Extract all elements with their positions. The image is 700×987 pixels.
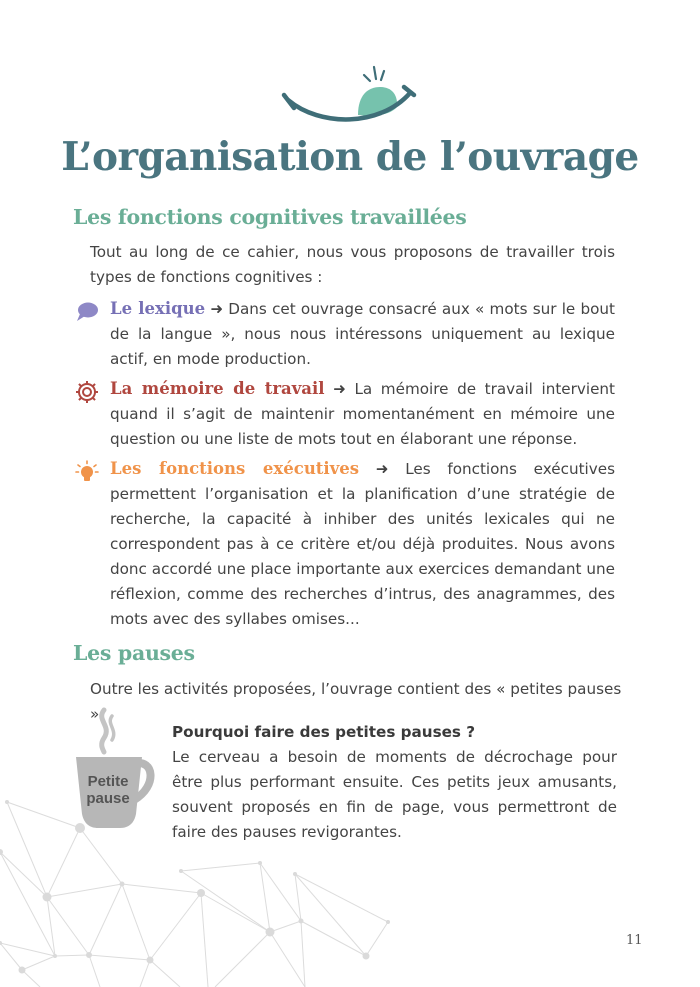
page-title: L’organisation de l’ouvrage xyxy=(61,134,639,180)
speech-bubble-icon xyxy=(75,300,99,324)
intro-paragraph: Tout au long de ce cahier, nous vous proposons de travailler trois types de fonctions cognitives : xyxy=(90,243,615,286)
arrow-icon: ➜ xyxy=(333,380,346,398)
pause-explanation xyxy=(172,720,617,845)
item-lexique-text xyxy=(110,296,615,372)
label-executives: Les fonctions exécutives xyxy=(110,459,360,478)
pause-body: Le cerveau a besoin de moments de décrochage pour être plus performant ensuite. Ces petits jeux amusants, souvent proposés en fin de page, vous permettront de faire des pauses revigorantes. xyxy=(172,748,617,841)
pauses-intro: Outre les activités proposées, l’ouvrage contient des « petites pauses ». xyxy=(90,680,622,723)
arrow-icon: ➜ xyxy=(210,300,224,318)
cup-label-line2: pause xyxy=(86,790,130,807)
section-heading-cognitive: Les fonctions cognitives travaillées xyxy=(73,205,467,229)
page-number: 11 xyxy=(626,933,643,948)
item-memoire-body: La mémoire de travail intervient quand il s’agit de maintenir momentanément en mémoire une question ou une liste de mots tout en élaborant une réponse. xyxy=(110,380,616,448)
section-heading-pauses: Les pauses xyxy=(73,641,195,665)
item-memoire-text xyxy=(110,376,615,452)
smile-logo-icon xyxy=(280,55,420,125)
arrow-icon: ➜ xyxy=(375,460,389,478)
gear-icon xyxy=(75,380,99,404)
pause-question: Pourquoi faire des petites pauses ? xyxy=(172,723,476,741)
item-executives-text xyxy=(110,456,615,632)
item-lexique-body: Dans cet ouvrage consacré aux « mots sur le bout de la langue », nous nous intéressons uniquement au lexique actif, en mode production. xyxy=(110,300,615,368)
item-executives-body: Les fonctions exécutives permettent l’organisation et la planification d’une stratégie de recherche, la capacité à inhiber des unités lexicales qui ne correspondent pas à ce critère et/ou déjà produites. Nous avons donc accordé une place importante aux exercices demandant une réflexion, comme des recherches d’intrus, des anagrammes, des mots avec des syllabes omises... xyxy=(110,460,615,628)
label-lexique: Le lexique xyxy=(110,299,206,318)
coffee-cup-icon xyxy=(70,702,170,832)
cup-label-line1: Petite xyxy=(87,773,129,790)
lightbulb-icon xyxy=(75,460,99,484)
label-memoire: La mémoire de travail xyxy=(110,379,325,398)
